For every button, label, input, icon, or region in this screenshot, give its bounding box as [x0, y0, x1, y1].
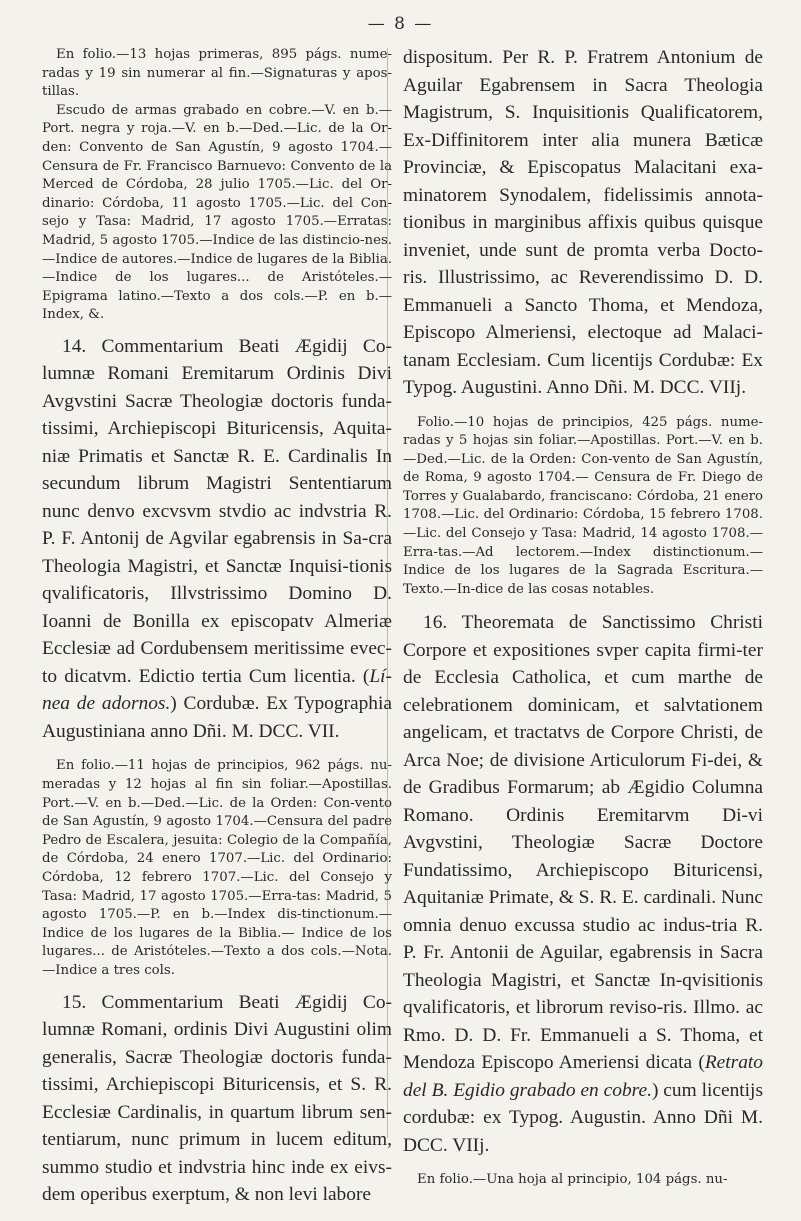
- right-column: [403, 44, 763, 1200]
- entry-16-description: [403, 1171, 763, 1190]
- page-number: — 8 —: [367, 14, 434, 34]
- entry-14-imprint: ) Cordubæ. Ex Typographia Augustiniana anno Dñi. M. DCC. VII.: [42, 693, 392, 742]
- entry-16-details: En folio.—Una hoja al principio, 104 págs. nu-: [417, 1172, 728, 1188]
- entry-15-title: [42, 989, 392, 1209]
- entry-13-contents: Escudo de armas grabado en cobre.—V. en b.— Port. negra y roja.—V. en b.—Ded.—Lic. de la Or-den: Convento de San Agustín, 9 agosto 1704.— Censura de Fr. Francisco Barnuevo: Convento de la Merced de Córdoba, 28 julio 1705.—Lic. del Or-dinario: Córdoba, 11 agosto 1705.—Lic. del Con-sejo y Tasa: Madrid, 17 agosto 1705.—Erratas: Madrid, 5 agosto 1705.—Indice de las distincio-nes.—Indice de autores.—Indice de lugares de la Biblia.—Indice de los lugares... de Aristóteles.— Epigrama latino.—Texto a dos cols.—P. en b.— Index, &.: [42, 102, 392, 323]
- left-column: [42, 46, 392, 1221]
- entry-13-physical: En folio.—13 hojas primeras, 895 págs. nume-radas y 19 sin numerar al fin.—Signaturas y apos-tillas.: [42, 47, 392, 100]
- entry-15-title-continued: [403, 44, 763, 402]
- entry-16-number: 16.: [423, 612, 448, 634]
- entry-15-number: 15.: [62, 991, 87, 1013]
- entry-15-details: Folio.—10 hojas de principios, 425 págs. nume-radas y 5 hojas sin foliar.—Apostillas. Port.—V. en b.—Ded.—Lic. de la Orden: Con-vento de San Agustín, de Roma, 9 agosto 1704.— Censura de Fr. Diego de Torres y Gualabardo, franciscano: Córdoba, 21 enero 1708.—Lic. del Ordinario: Córdoba, 15 febrero 1708.—Lic. del Consejo y Tasa: Madrid, 14 agosto 1708.—Erra-tas.—Ad lectorem.—Index distinctionum.—Indice de los lugares de la Sagrada Escritura.—Texto.—In-dice de las cosas notables.: [403, 414, 763, 597]
- entry-13-description: [42, 46, 392, 325]
- entry-14-number: 14.: [62, 335, 87, 357]
- entry-16-title: [403, 609, 763, 1159]
- entry-14-italic-note: Lí-nea de adornos.: [42, 665, 392, 715]
- entry-16-italic-note: Retrato del B. Egidio grabado en cobre.: [403, 1052, 763, 1101]
- entry-14-title: [42, 333, 392, 746]
- entry-15-text: Commentarium Beati Ægidij Co-lumnæ Romani, ordinis Divi Augustini olim generalis, Sacræ Theologiæ doctoris funda-tissimi, Archiepiscopi Bituricensis, et S. R. Ecclesiæ Cardinalis, in quartum librum sen-tentiarum, nunc primum in lucem editum, summo studio et indvstria hinc inde ex eivs-dem operibus exerptum, & non levi labore: [42, 991, 392, 1206]
- entry-16-text: Theoremata de Sanctissimo Christi Corpore et expositiones svper capita firmi-ter de Ecclesia Catholica, et cum marthe de celebrationem dominicam, et salvtationem angelicam, et tractatvs de Corpore Christi, de Arca Noe; de divisione Articulorum Fi-dei, & de Gradibus Formarum; ab Ægidio Columna Romano. Ordinis Eremitarvm Di-vi Avgvstini, Theologiæ Sacræ Doctore Fundatissimo, Archiepiscopo Bituricensi, Aquitaniæ Primate, & S. R. E. cardinali. Nunc omnia denuo excussa studio ac indus-tria R. P. Fr. Antonii de Aguilar, egabrensis in Sacra Theologia Magistri, et Sanctæ In-qvisitionis qvalificatoris, et librorum reviso-ris. Illmo. ac Rmo. D. D. Fr. Emmanueli a S. Thoma, et Mendoza Episcopo Ameriensi dicata (: [403, 612, 763, 1074]
- entry-15-continuation: dispositum. Per R. P. Fratrem Antonium de Aguilar Egabrensem in Sacra Theologia Magistrum, S. Inquisitionis Qualificatorem, Ex-Diffinitorem inter alia munera Bæticæ Provinciæ, & Episcopatus Malacitani exa-minatorem Synodalem, fidelissimis annota-tionibus in marginibus affixis quibus quisque inveniet, unde sunt de promta verba Docto-ris. Illustrissimo, ac Reverendissimo D. D. Emmanueli a Sancto Thoma, et Mendoza, Episcopo Almeriensi, electoque ad Malaci-tanam Ecclesiam. Cum licentijs Cordubæ: Ex Typog. Augustini. Anno Dñi. M. DCC. VIIj.: [403, 47, 763, 398]
- entry-16-imprint: ) cum licentijs cordubæ: ex Typog. Augustin. Anno Dñi M. DCC. VIIj.: [403, 1079, 763, 1156]
- entry-15-description: [403, 414, 763, 600]
- entry-14-description: [42, 757, 392, 980]
- entry-14-text: Commentarium Beati Ægidij Co-lumnæ Romani Eremitarum Ordinis Divi Avgvstini Sacræ Theologiæ doctoris funda-tissimi, Archiepiscopi Bituricensis, Aquita-niæ Primatis et Sanctæ R. E. Cardinalis In secundum librum Magistri Sententiarum nunc denvo excvsvm stvdio ac indvstria R. P. F. Antonij de Agvilar egabrensis in Sa-cra Theologia Magistri, et Sanctæ Inquisi-tionis qvalificatoris, Illvstrissimo Domino D. Ioanni de Bonilla ex episcopatv Almeriæ Ecclesiæ ad Cordubensem meritissime evec-to dicatvm. Edictio tertia Cum licentia. (: [42, 335, 392, 687]
- entry-14-details: En folio.—11 hojas de principios, 962 págs. nu-meradas y 12 hojas al fin sin foliar.—Apostillas. Port.—V. en b.—Ded.—Lic. de la Orden: Con-vento de San Agustín, 9 agosto 1704.—Censura del padre Pedro de Escalera, jesuita: Colegio de la Compañía, de Córdoba, 24 enero 1707.—Lic. del Ordinario: Córdoba, 12 febrero 1707.—Lic. del Consejo y Tasa: Madrid, 17 agosto 1705.—Erra-tas: Madrid, 5 agosto 1705.—P. en b.—Index dis-tinctionum.—Indice de los lugares de la Biblia.— Indice de los lugares... de Aristóteles.—Texto a dos cols.—Nota.—Indice a tres cols.: [42, 758, 392, 978]
